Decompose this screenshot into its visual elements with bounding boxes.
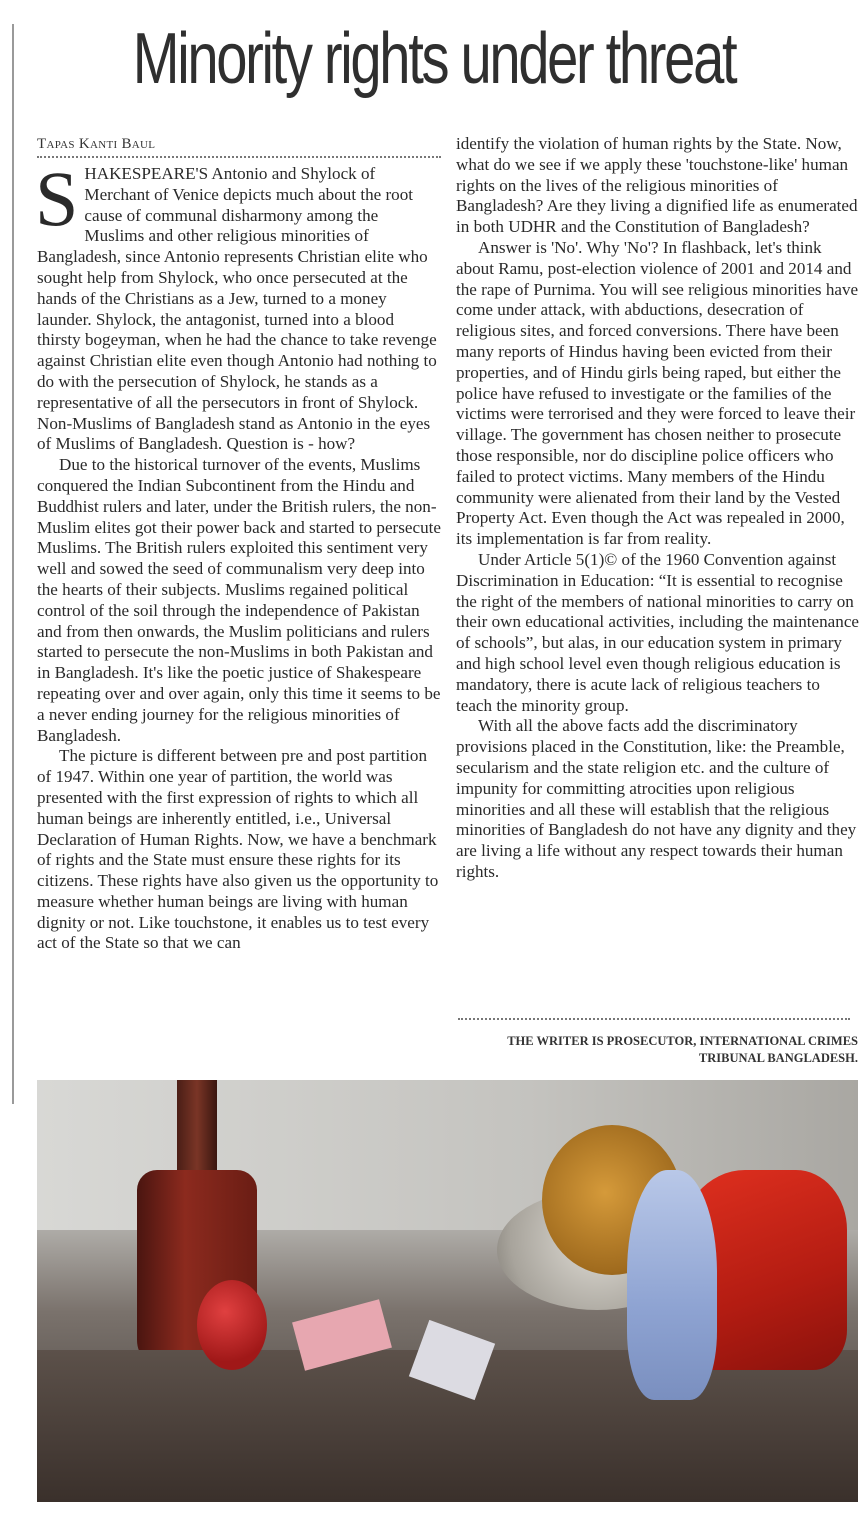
article-photo bbox=[37, 1080, 858, 1502]
credit-line: THE WRITER IS PROSECUTOR, INTERNATIONAL CRIMES bbox=[507, 1034, 858, 1048]
paragraph: Due to the historical turnover of the events, Muslims conquered the Indian Subcontinent from the Hindu and Buddhist rulers and later, under the British rulers, the non-Muslim elites got their power back and started to persecute Muslims. The British rulers exploited this sentiment very well and sowed the seed of communalism very deep into the hearts of their subjects. Muslims regained political control of the soil through the independence of Pakistan and from then onwards, the Muslim politicians and rulers started to persecute the non-Muslims in both Pakistan and in Bangladesh. It's like the poetic justice of Shakespeare repeating over and over again, only this time it seems to be a never ending journey for the religious minorities of Bangladesh. bbox=[37, 455, 441, 745]
byline-divider bbox=[37, 154, 441, 158]
paragraph: identify the violation of human rights by the State. Now, what do we see if we apply these 'touchstone-like' human rights on the lives of the religious minorities of Bangladesh? Are they living a dignified life as enumerated in both UDHR and the Constitution of Bangladesh? bbox=[456, 134, 858, 237]
paragraph: The picture is different between pre and post partition of 1947. Within one year of partition, the world was presented with the first expression of rights to which all human beings are inherently entitled, i.e., Universal Declaration of Human Rights. Now, we have a benchmark of rights and the State must ensure these rights for its citizens. These rights have also given us the opportunity to measure whether human beings are living with human dignity or not. Like touchstone, it enables us to test every act of the State so that we can bbox=[37, 746, 439, 953]
paragraph: Answer is 'No'. Why 'No'? In flashback, let's think about Ramu, post-election violence of 2001 and 2014 and the rape of Purnima. You will see religious minorities have come under attack, with abductions, desecration of religious sites, and forced conversions. There have been many reports of Hindus having been evicted from their properties, and of Hindu girls being raped, but either the police have refused to investigate or the families of the victims were terrorised and they were forced to leave their village. The government has chosen neither to prosecute those responsible, nor do discipline police officers who failed to protect victims. Many members of the Hindu community were alienated from their land by the Vested Property Act. Even though the Act was repealed in 2000, its implementation is far from reality. bbox=[456, 237, 859, 549]
paragraph: With all the above facts add the discriminatory provisions placed in the Constitution, like: the Preamble, secularism and the state religion etc. and the culture of impunity for committing atrocities upon religious minorities and all these will establish that the religious minorities of Bangladesh do not have any dignity and they are living a life without any respect towards their human rights. bbox=[456, 716, 857, 881]
credit-line: TRIBUNAL BANGLADESH. bbox=[698, 1051, 858, 1065]
paragraph bbox=[35, 155, 441, 455]
drop-cap: S bbox=[35, 155, 79, 242]
credit-divider bbox=[458, 1018, 850, 1020]
headline: Minority rights under threat bbox=[132, 19, 736, 99]
paragraph-text: HAKESPEARE'S Antonio and Shylock of Merchant of Venice depicts much about the root cause of communal disharmony among the Muslims and other religious minorities of Bangladesh, since Antonio represents Christian elite who sought help from Shylock, who once persecuted at the hands of the Christians as a Jew, turned to a money launder. Shylock, the antagonist, turned into a blood thirsty bogeyman, when he had the chance to take revenge against Christian elite even though Antonio had nothing to do with the persecution of Shylock, he stands as a representative of all the persecutors in front of Shylock. Non-Muslims of Bangladesh stand as Antonio in the eyes of Muslims of Bangladesh. Question is - how? bbox=[37, 164, 437, 454]
left-column bbox=[37, 134, 441, 954]
photo-idol-figure bbox=[627, 1170, 717, 1400]
right-column bbox=[456, 134, 860, 883]
column-rule bbox=[12, 24, 14, 1104]
byline: Tapas Kanti Baul bbox=[37, 136, 156, 152]
paragraph: Under Article 5(1)© of the 1960 Convention against Discrimination in Education: “It is essential to recognise the right of the members of national minorities to carry on their own educational activities, including the maintenance of schools”, but alas, in our education system in primary and high school level even though religious education is mandatory, there is acute lack of religious teachers to teach the minority group. bbox=[456, 549, 859, 715]
writer-credit bbox=[438, 1033, 858, 1067]
photo-red-fruit bbox=[197, 1280, 267, 1370]
